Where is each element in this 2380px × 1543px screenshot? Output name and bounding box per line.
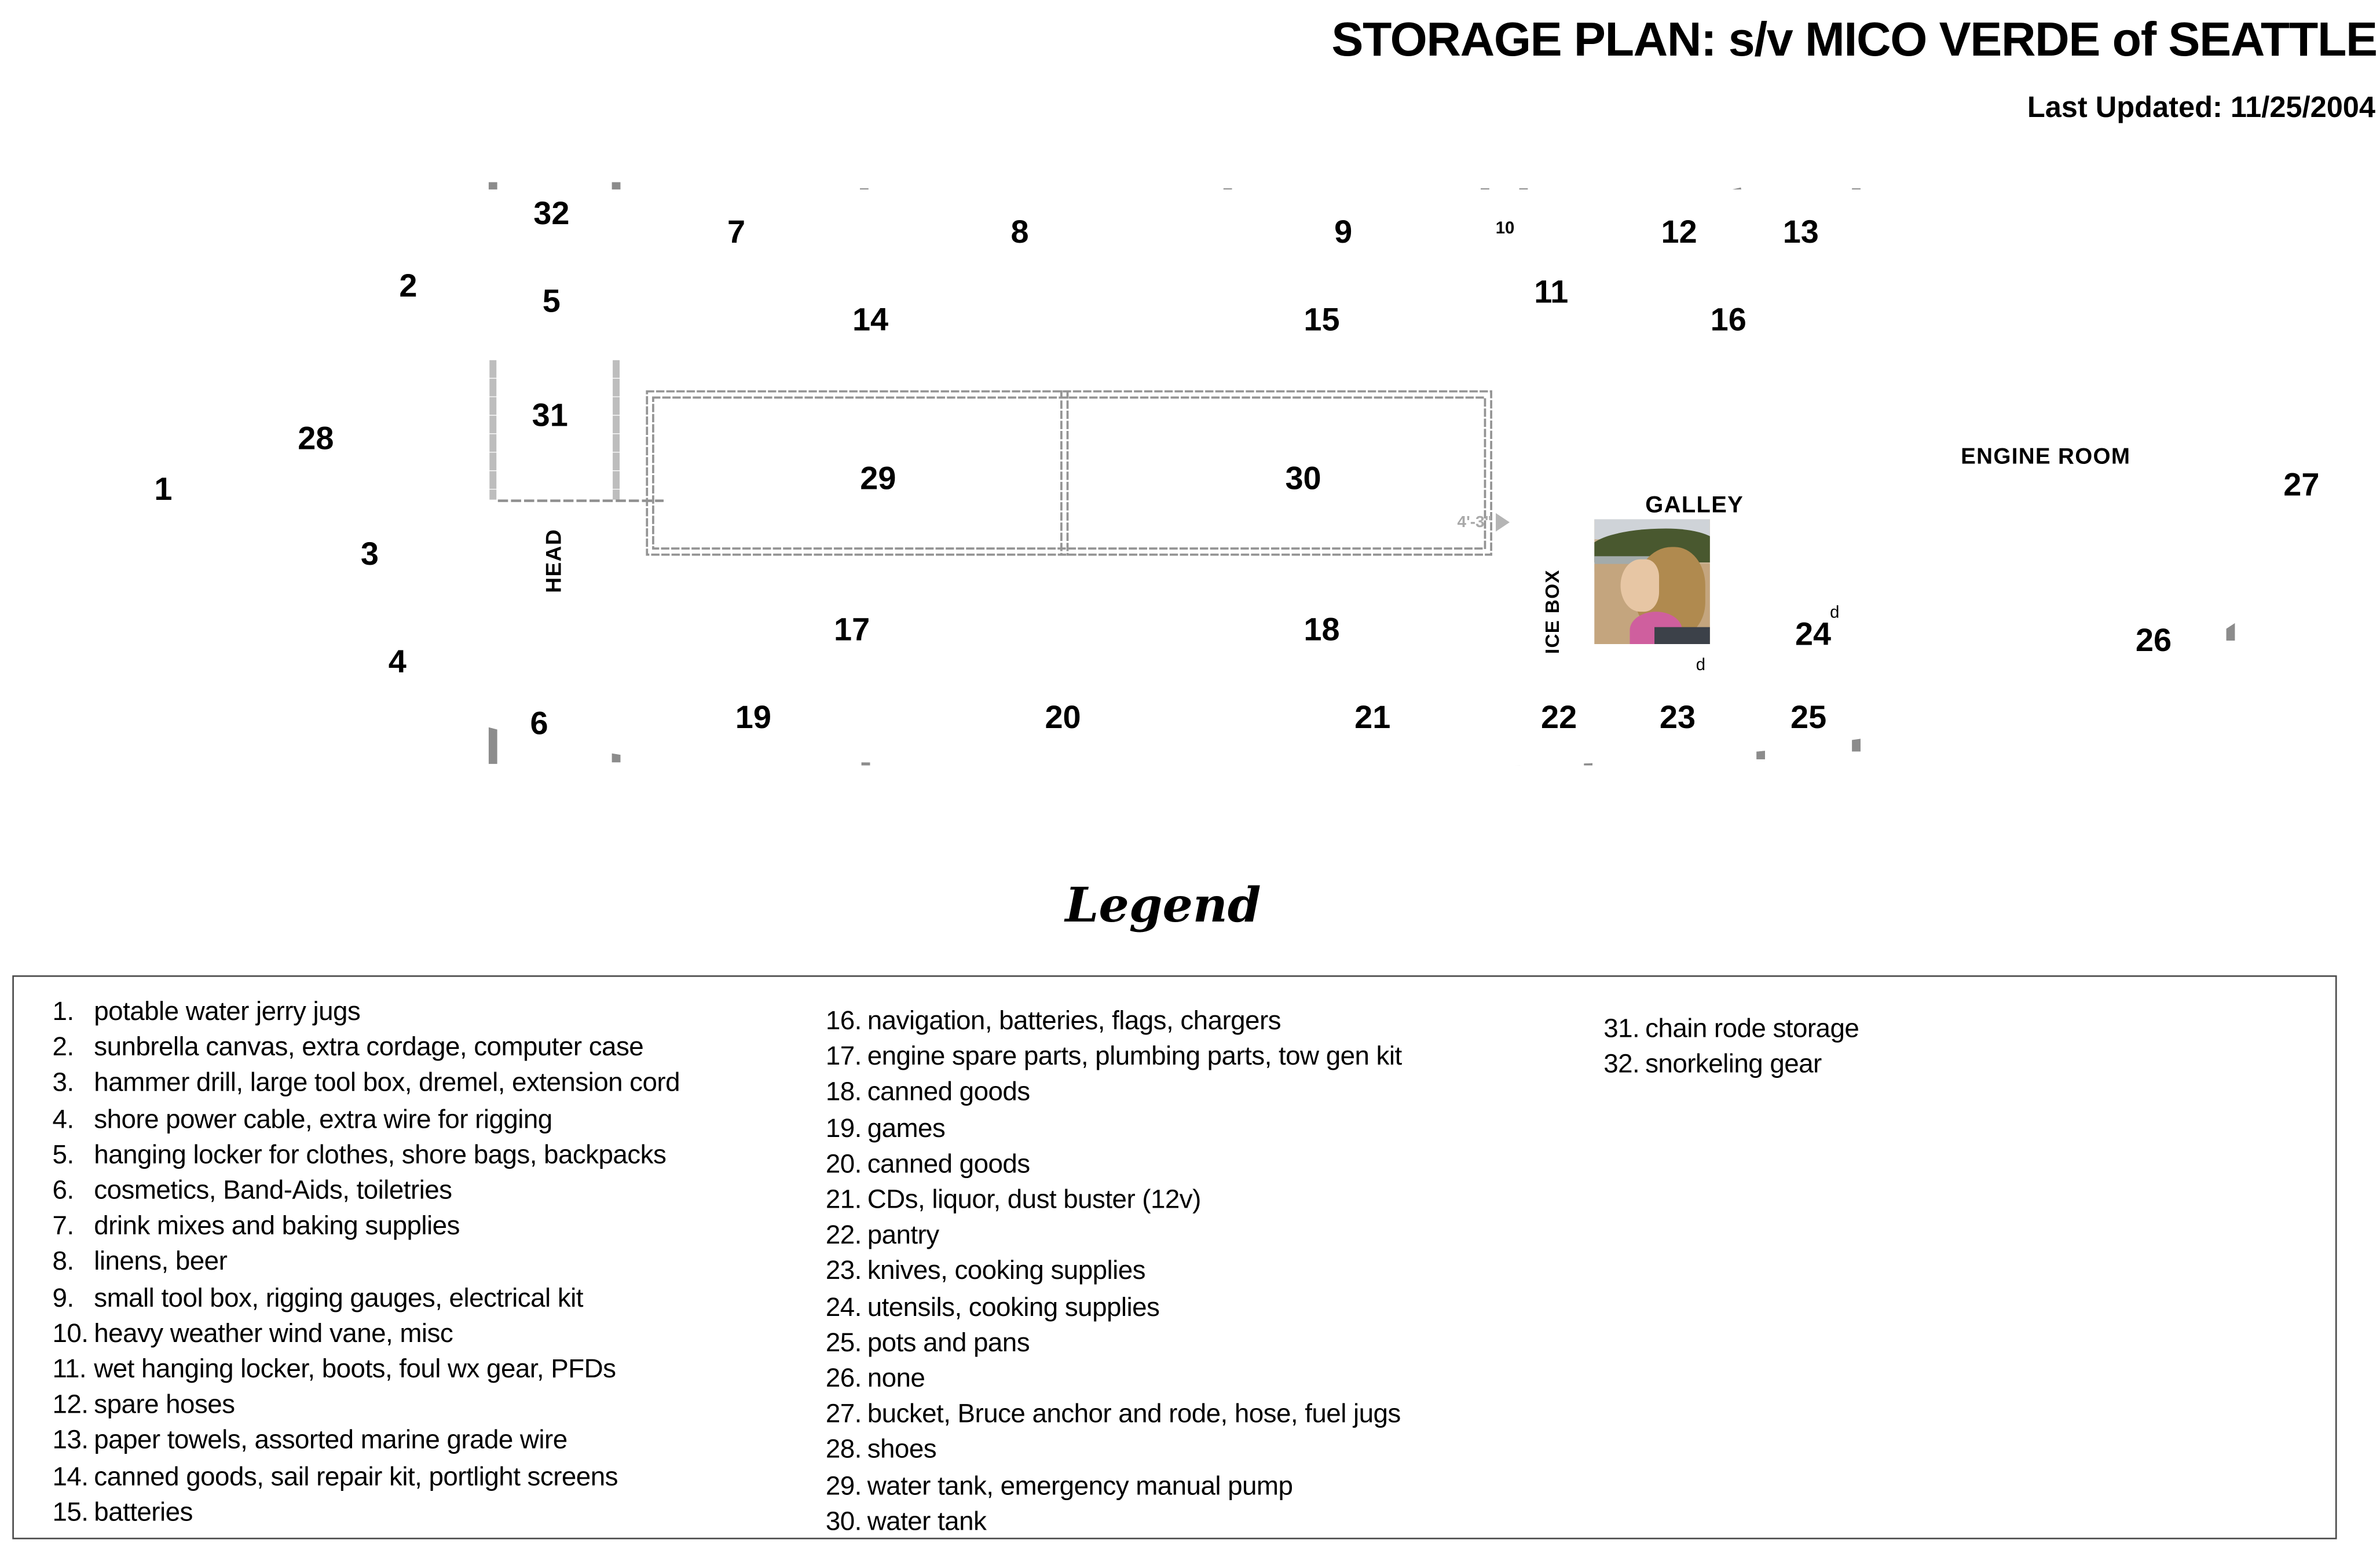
compartment-32-label: 32 — [533, 196, 570, 232]
room-label-ice-box: ICE BOX — [1541, 569, 1564, 655]
legend-item-number: 8. — [52, 1245, 74, 1277]
compartment-17-label: 17 — [834, 612, 870, 648]
legend-item-text: spare hoses — [94, 1388, 235, 1420]
page-title: STORAGE PLAN: s/v MICO VERDE of SEATTLE — [1331, 12, 2377, 67]
legend-item-21 — [826, 1182, 1402, 1217]
compartment-8-label: 8 — [1010, 215, 1029, 251]
legend-item-text: none — [867, 1362, 925, 1393]
legend-item-text: knives, cooking supplies — [867, 1255, 1145, 1286]
legend-item-number: 19. — [825, 1111, 862, 1143]
legend-item-number: 25. — [825, 1326, 862, 1358]
legend-item-number: 5. — [52, 1138, 74, 1169]
legend-item-number: 26. — [825, 1362, 862, 1393]
legend-item-17 — [826, 1039, 1402, 1075]
legend-item-number: 22. — [825, 1219, 862, 1251]
legend-item-18 — [826, 1074, 1402, 1110]
legend-item-text: potable water jerry jugs — [94, 995, 361, 1026]
legend-item-number: 9. — [52, 1281, 74, 1312]
legend-item-text: linens, beer — [94, 1245, 228, 1277]
compartment-22-label: 22 — [1541, 700, 1577, 736]
legend-item-9 — [52, 1280, 680, 1316]
legend-item-text: games — [867, 1111, 946, 1143]
legend-item-text: engine spare parts, plumbing parts, tow gen kit — [867, 1040, 1402, 1072]
legend-item-number: 17. — [825, 1040, 862, 1072]
legend-item-text: CDs, liquor, dust buster (12v) — [867, 1183, 1201, 1215]
legend-item-number: 29. — [825, 1469, 862, 1501]
legend-item-text: chain rode storage — [1645, 1012, 1859, 1043]
compartment-28-label: 28 — [298, 421, 334, 457]
legend-item-12 — [52, 1387, 680, 1423]
legend-item-text: canned goods, sail repair kit, portlight screens — [94, 1460, 618, 1491]
room-label-galley: GALLEY — [1645, 492, 1744, 519]
legend-item-number: 16. — [825, 1004, 862, 1036]
arrow-right-icon — [1495, 513, 1509, 532]
legend-item-text: canned goods — [867, 1076, 1030, 1107]
compartment-3-label: 3 — [360, 537, 379, 573]
legend-item-13 — [52, 1423, 680, 1459]
legend-item-number: 28. — [825, 1434, 862, 1465]
compartment-21-label: 21 — [1354, 700, 1391, 736]
legend-item-number: 1. — [52, 995, 74, 1026]
compartment-23-label: 23 — [1659, 700, 1696, 736]
legend-item-number: 6. — [52, 1174, 74, 1205]
legend-item-text: navigation, batteries, flags, chargers — [867, 1004, 1281, 1036]
compartment-7-label: 7 — [727, 215, 746, 251]
legend-item-7 — [52, 1208, 680, 1244]
legend-item-6 — [52, 1172, 680, 1208]
dimension-annotation — [1458, 513, 1510, 532]
compartment-26-label: 26 — [2135, 623, 2172, 659]
legend-item-number: 18. — [825, 1076, 862, 1107]
legend-item-3 — [52, 1065, 680, 1101]
compartment-15-label: 15 — [1303, 302, 1340, 338]
legend-item-19 — [826, 1110, 1402, 1146]
legend-item-26 — [826, 1361, 1402, 1396]
compartment-14-label: 14 — [852, 302, 889, 338]
legend-column-3 — [1603, 1011, 1859, 1082]
legend-title: Legend — [1065, 878, 1261, 934]
legend-item-text: shore power cable, extra wire for rigging — [94, 1102, 552, 1134]
compartment-16-label: 16 — [1710, 302, 1746, 338]
dimension-text: 4'-3" — [1457, 513, 1492, 532]
legend-item-20 — [826, 1146, 1402, 1182]
legend-item-27 — [826, 1396, 1402, 1432]
legend-item-24 — [826, 1289, 1402, 1325]
legend-item-text: wet hanging locker, boots, foul wx gear, PFDs — [94, 1352, 616, 1384]
compartment-1-label: 1 — [154, 472, 173, 508]
legend-item-number: 7. — [52, 1209, 74, 1241]
door-marker: d — [1830, 604, 1840, 623]
legend-item-number: 2. — [52, 1031, 74, 1062]
last-updated: Last Updated: 11/25/2004 — [2027, 92, 2376, 125]
legend-item-number: 4. — [52, 1102, 74, 1134]
photo-person-face — [1620, 559, 1659, 611]
legend-item-8 — [52, 1244, 680, 1280]
legend-item-31 — [1603, 1011, 1859, 1047]
legend-item-16 — [826, 1003, 1402, 1039]
legend-item-number: 13. — [52, 1424, 89, 1456]
compartment-25-label: 25 — [1791, 700, 1827, 736]
legend-item-28 — [826, 1432, 1402, 1468]
legend-item-23 — [826, 1253, 1402, 1289]
legend-item-32 — [1603, 1047, 1859, 1083]
legend-item-2 — [52, 1030, 680, 1066]
legend-item-number: 14. — [52, 1460, 89, 1491]
compartment-31-label: 31 — [532, 398, 568, 434]
compartment-20-label: 20 — [1045, 700, 1081, 736]
legend-item-text: hammer drill, large tool box, dremel, extension cord — [94, 1066, 680, 1098]
legend-item-15 — [52, 1494, 680, 1530]
legend-item-number: 21. — [825, 1183, 862, 1215]
door-marker: d — [1696, 656, 1706, 675]
legend-item-number: 31. — [1603, 1012, 1640, 1043]
room-label-engine-room: ENGINE ROOM — [1961, 445, 2131, 470]
compartment-13-label: 13 — [1782, 215, 1819, 251]
legend-column-2 — [826, 1003, 1402, 1540]
legend-item-11 — [52, 1351, 680, 1387]
legend-item-text: drink mixes and baking supplies — [94, 1209, 460, 1241]
legend-item-text: pots and pans — [867, 1326, 1030, 1358]
legend-item-text: water tank, emergency manual pump — [867, 1469, 1293, 1501]
legend-item-number: 20. — [825, 1147, 862, 1179]
compartment-2-label: 2 — [399, 269, 418, 305]
legend-item-text: canned goods — [867, 1147, 1030, 1179]
room-label-head: HEAD — [540, 528, 566, 593]
legend-item-5 — [52, 1137, 680, 1173]
legend-box — [12, 975, 2337, 1540]
legend-column-1 — [52, 994, 680, 1530]
legend-item-29 — [826, 1468, 1402, 1504]
legend-item-text: cosmetics, Band-Aids, toiletries — [94, 1174, 452, 1205]
compartment-9-label: 9 — [1334, 215, 1353, 251]
legend-item-text: small tool box, rigging gauges, electrical kit — [94, 1281, 583, 1312]
compartment-24-label: 24 — [1795, 617, 1832, 653]
compartment-11-label: 11 — [1534, 275, 1569, 311]
legend-item-text: shoes — [867, 1434, 937, 1465]
legend-item-text: sunbrella canvas, extra cordage, computer case — [94, 1031, 644, 1062]
compartment-5-label: 5 — [542, 284, 561, 320]
compartment-4-label: 4 — [388, 645, 407, 681]
legend-item-number: 27. — [825, 1398, 862, 1429]
legend-item-4 — [52, 1101, 680, 1137]
galley-photo — [1594, 519, 1710, 643]
legend-item-number: 12. — [52, 1388, 89, 1420]
legend-item-number: 10. — [52, 1317, 89, 1348]
legend-item-1 — [52, 994, 680, 1030]
legend-item-text: paper towels, assorted marine grade wire — [94, 1424, 567, 1456]
photo-person-shoulder — [1654, 627, 1710, 644]
legend-item-25 — [826, 1325, 1402, 1361]
compartment-30-label: 30 — [1285, 461, 1321, 497]
legend-item-number: 23. — [825, 1255, 862, 1286]
legend-item-number: 3. — [52, 1066, 74, 1098]
legend-item-text: snorkeling gear — [1645, 1048, 1822, 1079]
compartment-27-label: 27 — [2283, 467, 2320, 503]
compartment-6-label: 6 — [530, 706, 548, 742]
legend-item-30 — [826, 1504, 1402, 1540]
legend-item-text: utensils, cooking supplies — [867, 1290, 1160, 1322]
legend-item-text: hanging locker for clothes, shore bags, backpacks — [94, 1138, 667, 1169]
compartment-12-label: 12 — [1661, 215, 1697, 251]
legend-item-text: water tank — [867, 1505, 987, 1536]
legend-item-text: bucket, Bruce anchor and rode, hose, fuel jugs — [867, 1398, 1401, 1429]
legend-item-14 — [52, 1458, 680, 1494]
compartment-18-label: 18 — [1303, 612, 1340, 648]
legend-item-10 — [52, 1315, 680, 1351]
legend-item-text: batteries — [94, 1496, 193, 1527]
legend-item-number: 30. — [825, 1505, 862, 1536]
legend-item-number: 11. — [52, 1352, 87, 1384]
legend-item-22 — [826, 1217, 1402, 1253]
compartment-19-label: 19 — [735, 700, 771, 736]
legend-item-text: pantry — [867, 1219, 939, 1251]
compartment-10-label: 10 — [1495, 220, 1515, 239]
compartment-29-label: 29 — [860, 461, 896, 497]
legend-item-number: 15. — [52, 1496, 89, 1527]
legend-item-number: 24. — [825, 1290, 862, 1322]
legend-item-number: 32. — [1603, 1048, 1640, 1079]
legend-item-text: heavy weather wind vane, misc — [94, 1317, 453, 1348]
